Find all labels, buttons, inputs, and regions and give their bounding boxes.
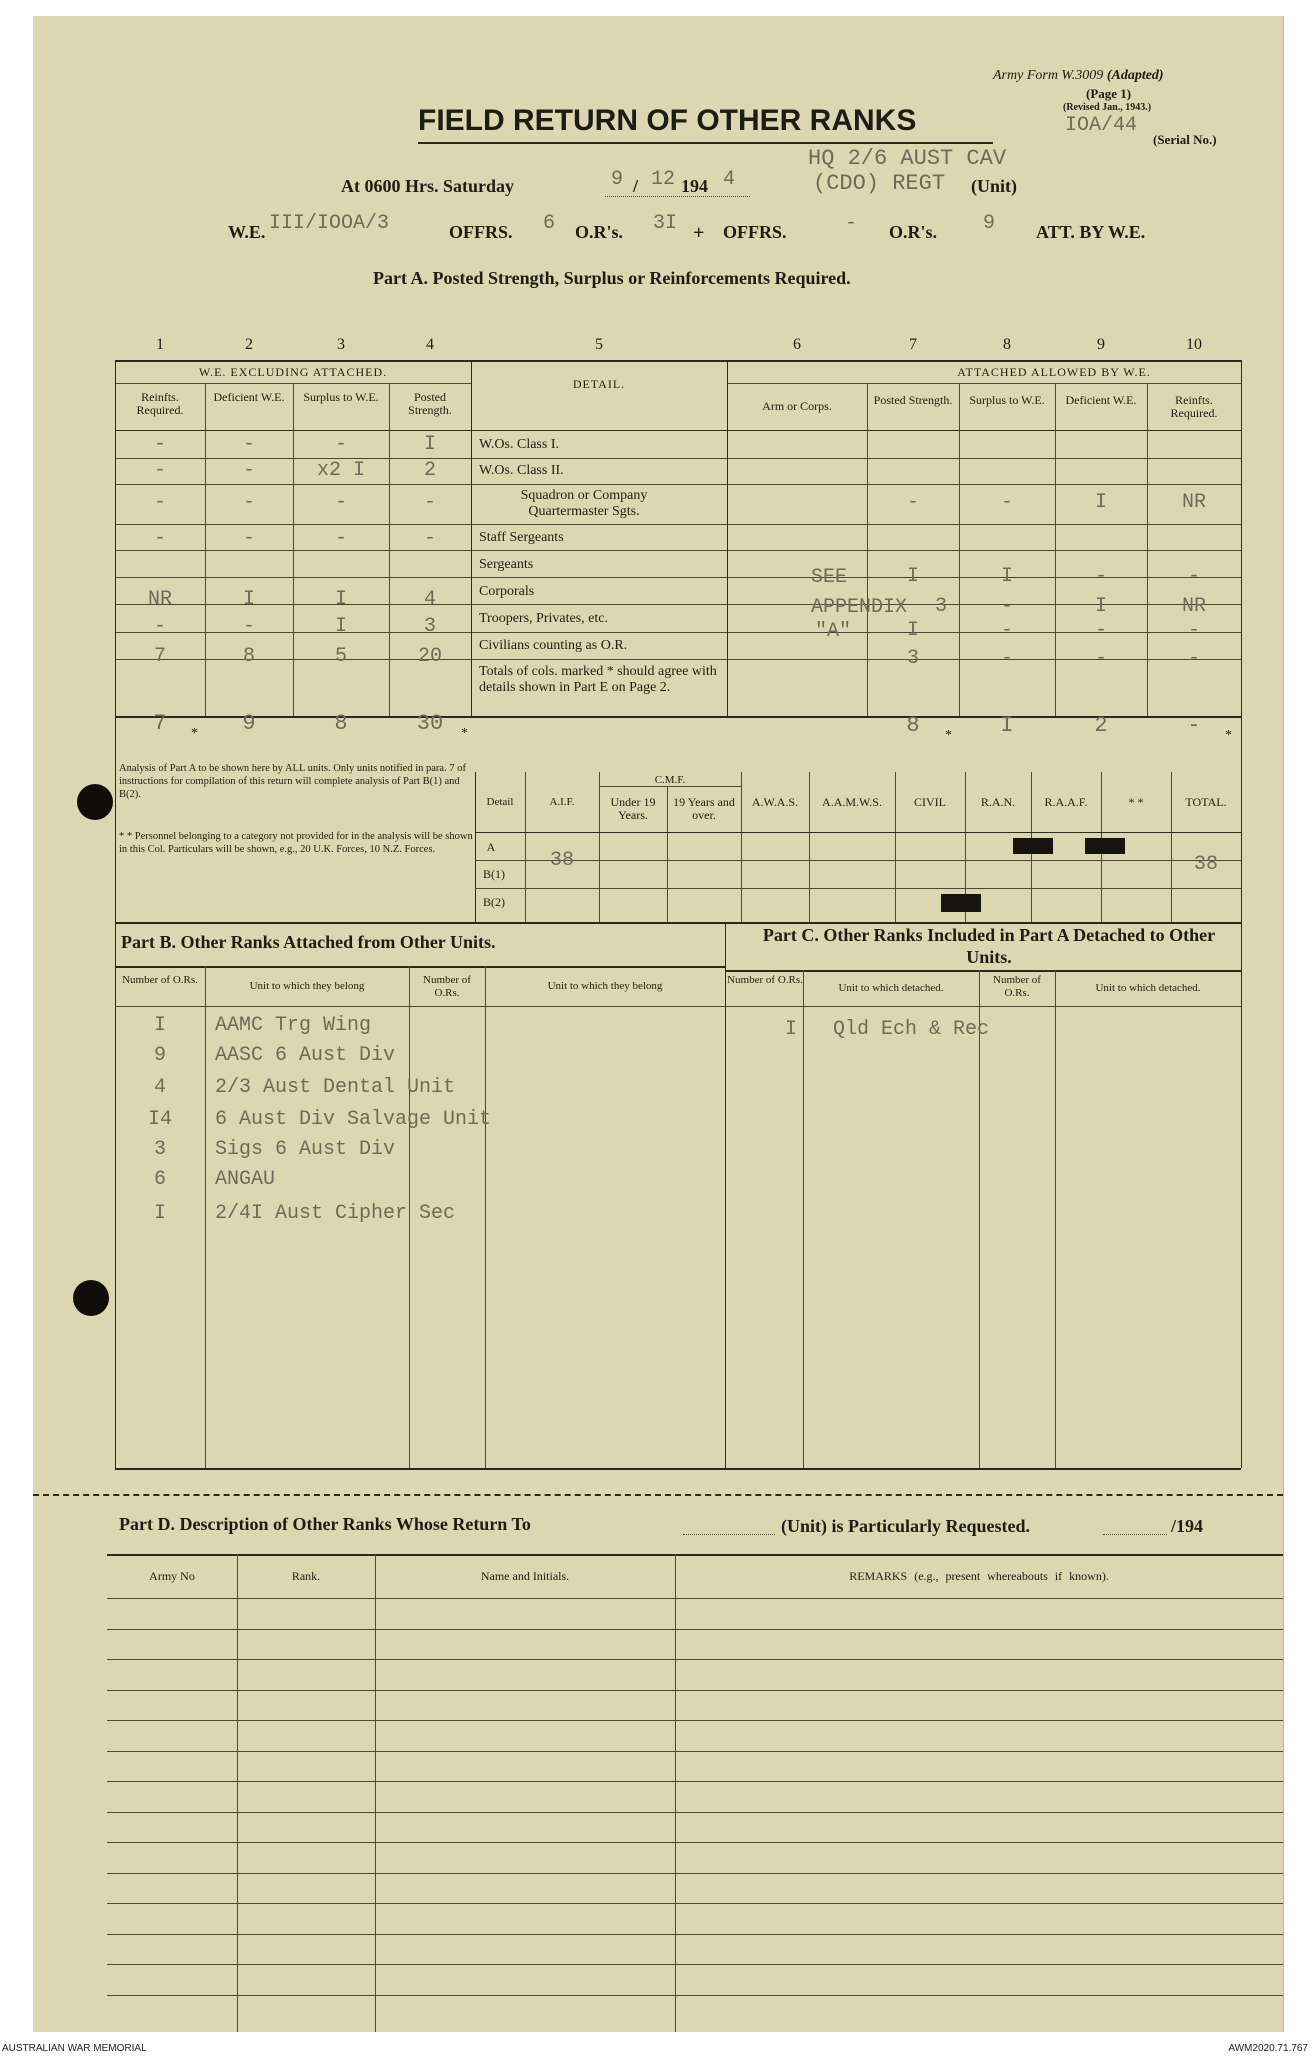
- row0-c4: I: [423, 433, 436, 456]
- ors2-label: O.R's.: [889, 222, 938, 242]
- row6-c9: -: [1094, 647, 1107, 670]
- offrs2-label: OFFRS.: [723, 222, 787, 242]
- analysis-o19-header: 19 Years and over.: [673, 795, 735, 822]
- form-label: [993, 68, 1164, 84]
- total-star-10: *: [1225, 728, 1232, 743]
- part-d-heading-a: Part D. Description of Other Ranks Whose Return To: [119, 1514, 531, 1534]
- row3-c2: -: [242, 527, 255, 550]
- analysis-other-header: * *: [1128, 795, 1144, 809]
- part-b-num: I: [153, 1202, 166, 1225]
- row5-c9: -: [1094, 619, 1107, 642]
- part-b-num: I4: [147, 1108, 172, 1131]
- part-b-num: 6: [153, 1168, 166, 1191]
- we-label: W.E.: [228, 222, 266, 242]
- part-c-h-num-2: Number of O.Rs.: [993, 974, 1041, 999]
- date-year-digit: 4: [723, 168, 736, 191]
- part-b-unit: ANGAU: [215, 1168, 276, 1191]
- analysis-note-2: * * Personnel belonging to a category not provided for in the analysis will be shown in this Col. Particulars will be shown, e.g., 20 U.K. Forces, 10 N.Z. Forces.: [119, 831, 473, 855]
- row4-c7: 3: [934, 595, 947, 618]
- analysis-raaf-header: R.A.A.F.: [1044, 795, 1088, 809]
- total-c2: 9: [242, 711, 256, 736]
- part-c-h-unit-2: Unit to which detached.: [1095, 982, 1201, 994]
- part-c-h-unit: Unit to which detached.: [838, 982, 944, 994]
- total-c4: 30: [416, 711, 444, 736]
- date-day: 9: [611, 168, 624, 191]
- unit-line-1: HQ 2/6 AUST CAV: [808, 146, 1007, 171]
- part-b-unit: AAMC Trg Wing: [215, 1014, 372, 1037]
- part-b-h-num: Number of O.Rs.: [122, 974, 198, 986]
- row4-c6: APPENDIX: [811, 596, 908, 619]
- header-posted-2: Posted Strength.: [873, 393, 953, 407]
- form-adapted: (Adapted): [1106, 68, 1164, 83]
- row5-c4: 3: [423, 615, 436, 638]
- row1-c7: -: [906, 491, 919, 514]
- row3-c4: -: [423, 527, 436, 550]
- col-number: 8: [1003, 336, 1011, 353]
- row4-c8: -: [1000, 595, 1013, 618]
- punch-hole-top: [77, 784, 113, 820]
- part-b-unit: Sigs 6 Aust Div: [215, 1138, 396, 1161]
- part-d-h-rank: Rank.: [291, 1569, 321, 1583]
- ors-label: O.R's.: [575, 222, 624, 242]
- analysis-row-b2: B(2): [483, 895, 505, 909]
- analysis-aif-header: A.I.F.: [549, 796, 575, 808]
- row6-c1: 7: [153, 645, 166, 668]
- part-d-h-army: Army No: [149, 1569, 195, 1583]
- part-d-h-remarks: REMARKS (e.g., present whereabouts if known).: [849, 1569, 1109, 1583]
- analysis-awas-header: A.W.A.S.: [751, 795, 799, 809]
- header-detail: DETAIL.: [572, 377, 626, 391]
- row1-c8: -: [1000, 491, 1013, 514]
- form-number: Army Form W.3009: [993, 68, 1104, 83]
- date-year-prefix: 194: [681, 176, 708, 196]
- col-number: 3: [337, 336, 345, 353]
- part-d-date-tail: /194: [1171, 1516, 1204, 1536]
- col-number: 5: [595, 336, 603, 353]
- part-c-h-num: Number of O.Rs.: [727, 974, 803, 986]
- row4-c3: I: [334, 588, 347, 611]
- page-number: (Page 1): [1086, 86, 1132, 101]
- detail-label: W.Os. Class II.: [479, 463, 564, 478]
- part-b-num: 3: [153, 1138, 166, 1161]
- serial-value: IOA/44: [1065, 114, 1138, 137]
- row5-c8: -: [1000, 619, 1013, 642]
- part-b-unit: 2/3 Aust Dental Unit: [215, 1076, 456, 1099]
- row2-c1: -: [153, 491, 166, 514]
- part-b-num: 9: [153, 1044, 166, 1067]
- row5-c6: "A": [815, 620, 852, 643]
- page-title: FIELD RETURN OF OTHER RANKS: [418, 104, 917, 137]
- part-b-h-num-2: Number of O.Rs.: [423, 974, 471, 999]
- header-deficient: Deficient W.E.: [213, 390, 285, 404]
- analysis-row-a: A: [486, 840, 496, 854]
- row1-c4: 2: [423, 459, 436, 482]
- row3-c7: I: [906, 565, 919, 588]
- analysis-total-header: TOTAL.: [1185, 795, 1227, 809]
- analysis-civil-header: CIVIL: [914, 795, 946, 809]
- col-number: 1: [156, 336, 164, 353]
- part-d-h-name: Name and Initials.: [480, 1569, 570, 1583]
- total-c3: 8: [334, 711, 348, 736]
- offrs2-value: -: [845, 212, 858, 235]
- punch-hole-bottom: [73, 1280, 109, 1316]
- part-b-num: 4: [153, 1076, 166, 1099]
- ors-value: 3I: [653, 212, 678, 235]
- header-posted: Posted Strength.: [408, 390, 452, 417]
- header-surplus-2: Surplus to W.E.: [969, 393, 1045, 407]
- analysis-row-b1: B(1): [483, 867, 505, 881]
- detail-label: W.Os. Class I.: [479, 437, 559, 452]
- date-month: 12: [651, 168, 676, 191]
- col-number: 9: [1097, 336, 1105, 353]
- we-value: III/IOOA/3: [269, 212, 390, 235]
- row4-c4: 4: [423, 588, 436, 611]
- detail-label: Sergeants: [479, 557, 534, 572]
- form-sheet: [33, 16, 1284, 2032]
- part-b-num: I: [153, 1014, 166, 1037]
- row0-c2: -: [242, 433, 255, 456]
- row2-c2: -: [242, 491, 255, 514]
- group-attached: ATTACHED ALLOWED BY W.E.: [957, 365, 1151, 379]
- date-sep: /: [633, 176, 639, 196]
- col-number: 10: [1186, 336, 1202, 353]
- part-b-unit: AASC 6 Aust Div: [215, 1044, 396, 1067]
- time-label: At 0600 Hrs. Saturday: [341, 176, 515, 196]
- row5-c1: -: [153, 615, 166, 638]
- part-b-h-unit: Unit to which they belong: [249, 980, 365, 992]
- row3-c10: -: [1187, 565, 1200, 588]
- row6-c8: -: [1000, 647, 1013, 670]
- row1-c1: -: [153, 459, 166, 482]
- row5-c2: -: [242, 615, 255, 638]
- total-c10: -: [1187, 713, 1201, 738]
- row3-c9: -: [1094, 565, 1107, 588]
- row5-c3: I: [334, 615, 347, 638]
- revised-date: (Revised Jan., 1943.): [1063, 102, 1152, 113]
- row4-c10: NR: [1181, 595, 1206, 618]
- header-reinfts: Reinfts. Required.: [136, 390, 184, 417]
- header-deficient-2: Deficient W.E.: [1065, 393, 1137, 407]
- total-star-4: *: [461, 726, 468, 741]
- part-b-heading: Part B. Other Ranks Attached from Other Units.: [121, 932, 496, 952]
- analysis-aif-a: 38: [549, 849, 574, 872]
- col-number: 7: [909, 336, 917, 353]
- part-c-heading: Part C. Other Ranks Included in Part A Detached to Other Units.: [762, 925, 1216, 967]
- col-number: 6: [793, 336, 801, 353]
- total-c1: 7: [153, 711, 167, 736]
- group-we-excluding: W.E. EXCLUDING ATTACHED.: [198, 365, 388, 379]
- row6-c7: 3: [906, 647, 919, 670]
- total-c8: I: [1000, 713, 1014, 738]
- row3-c6: SEE: [811, 566, 848, 589]
- part-b-h-unit-2: Unit to which they belong: [547, 980, 663, 992]
- plus-sign: +: [693, 222, 705, 244]
- att-label: ATT. BY W.E.: [1036, 222, 1146, 242]
- totals-label: Totals of cols. marked * should agree with details shown in Part E on Page 2.: [479, 664, 717, 695]
- header-surplus: Surplus to W.E.: [303, 390, 379, 404]
- row3-c3: -: [334, 527, 347, 550]
- analysis-total-a: 38: [1193, 853, 1218, 876]
- row6-c3: 5: [334, 645, 347, 668]
- serial-label: (Serial No.): [1153, 132, 1217, 147]
- detail-label: Civilians counting as O.R.: [479, 638, 628, 653]
- row1-c3: x2 I: [316, 459, 365, 482]
- part-d-heading-b: (Unit) is Particularly Requested.: [781, 1516, 1030, 1536]
- row2-c4: -: [423, 491, 436, 514]
- row5-c7: I: [906, 619, 919, 642]
- part-b-unit: 2/4I Aust Cipher Sec: [215, 1202, 456, 1225]
- row3-c8: I: [1000, 565, 1013, 588]
- row0-c1: -: [153, 433, 166, 456]
- header-reinfts-2: Reinfts. Required.: [1170, 393, 1218, 420]
- analysis-cmf-header: C.M.F.: [654, 774, 686, 786]
- row0-c3: -: [334, 433, 347, 456]
- row1-c10: NR: [1181, 491, 1206, 514]
- row4-c2: I: [242, 588, 255, 611]
- col-number: 2: [245, 336, 253, 353]
- row1-c2: -: [242, 459, 255, 482]
- header-arm-corps: Arm or Corps.: [762, 399, 832, 413]
- detail-label: Staff Sergeants: [479, 530, 564, 545]
- row6-c4: 20: [417, 645, 442, 668]
- part-b-unit: 6 Aust Div Salvage Unit: [215, 1108, 492, 1131]
- analysis-note: Analysis of Part A to be shown here by ALL units. Only units notified in para. 7 of instructions for compilation of this return will complete analysis of Part B(1) and B(2).: [119, 763, 466, 800]
- row5-c10: -: [1187, 619, 1200, 642]
- row3-c1: -: [153, 527, 166, 550]
- row4-c1: NR: [147, 588, 172, 611]
- analysis-detail-header: Detail: [486, 796, 514, 808]
- total-c7: 8: [906, 713, 920, 738]
- part-c-unit: Qld Ech & Rec: [833, 1018, 990, 1041]
- footer-right: AWM2020.71.767: [1228, 2043, 1308, 2054]
- row2-c3: -: [334, 491, 347, 514]
- unit-line-2: (CDO) REGT: [813, 171, 946, 196]
- row4-c9: I: [1094, 595, 1107, 618]
- part-a-heading: Part A. Posted Strength, Surplus or Reinforcements Required.: [373, 268, 851, 288]
- detail-label: Squadron or Company Quartermaster Sgts.: [520, 488, 648, 519]
- analysis-ran-header: R.A.N.: [980, 795, 1016, 809]
- offrs-value: 6: [543, 212, 556, 235]
- offrs-label: OFFRS.: [449, 222, 513, 242]
- ors2-value: 9: [983, 212, 996, 235]
- part-c-num: I: [785, 1018, 798, 1041]
- row6-c2: 8: [242, 645, 255, 668]
- detail-label: Corporals: [479, 584, 535, 599]
- total-star-1: *: [191, 726, 198, 741]
- col-number: 4: [426, 336, 434, 353]
- row1-c9: I: [1094, 491, 1107, 514]
- total-c9: 2: [1094, 713, 1108, 738]
- detail-label: Troopers, Privates, etc.: [479, 611, 608, 626]
- footer-left: AUSTRALIAN WAR MEMORIAL: [2, 2043, 147, 2054]
- row6-c10: -: [1187, 647, 1200, 670]
- total-star-7: *: [945, 728, 952, 743]
- unit-label: (Unit): [971, 176, 1017, 196]
- analysis-aamws-header: A.A.M.W.S.: [822, 795, 882, 809]
- analysis-u19-header: Under 19 Years.: [610, 795, 656, 822]
